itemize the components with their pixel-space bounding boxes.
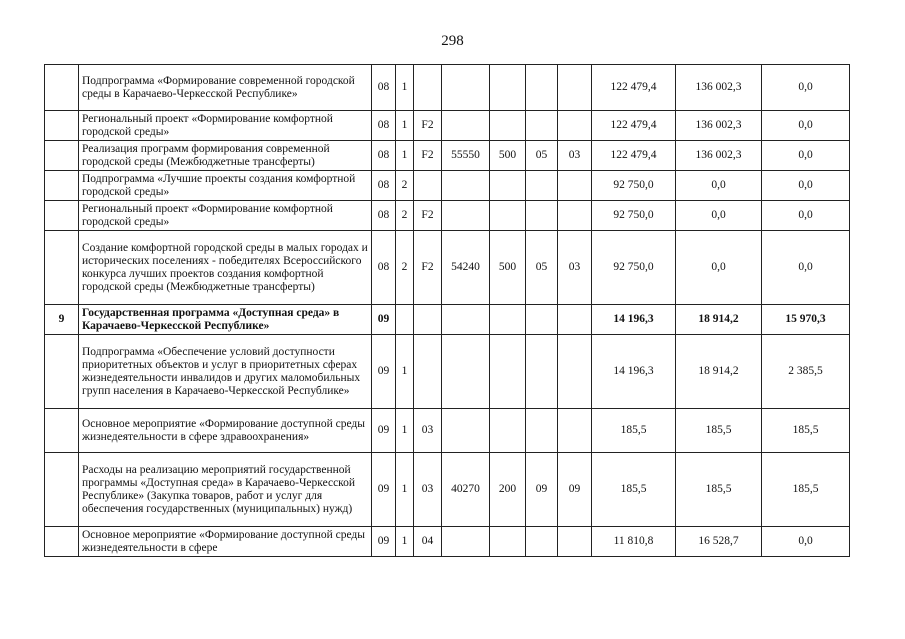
row-number [45,171,79,201]
table-row [45,335,850,409]
code-project: F2 [414,141,442,171]
amount-year-3: 0,0 [762,171,850,201]
code-division [526,335,558,409]
code-project [414,305,442,335]
amount-year-2: 136 002,3 [676,111,762,141]
code-section: 09 [372,453,396,527]
code-subprogram: 1 [396,335,414,409]
code-expense-type [490,201,526,231]
code-project: 04 [414,527,442,557]
amount-year-3: 0,0 [762,231,850,305]
amount-year-3: 0,0 [762,141,850,171]
code-direction [442,171,490,201]
code-section: 08 [372,65,396,111]
code-expense-type [490,65,526,111]
table-row [45,65,850,111]
row-name: Основное мероприятие «Формирование доступной среды жизнедеятельности в сфере [79,527,372,557]
amount-year-1: 185,5 [592,409,676,453]
row-number [45,527,79,557]
amount-year-2: 185,5 [676,409,762,453]
code-subdivision [558,335,592,409]
code-division: 09 [526,453,558,527]
code-subdivision [558,111,592,141]
code-expense-type [490,305,526,335]
code-section: 08 [372,171,396,201]
code-subprogram: 1 [396,111,414,141]
code-division [526,527,558,557]
amount-year-1: 185,5 [592,453,676,527]
code-division [526,201,558,231]
code-section: 09 [372,409,396,453]
amount-year-1: 14 196,3 [592,335,676,409]
code-expense-type: 500 [490,231,526,305]
row-number [45,201,79,231]
code-subdivision: 09 [558,453,592,527]
amount-year-1: 122 479,4 [592,111,676,141]
amount-year-3: 185,5 [762,409,850,453]
code-direction [442,65,490,111]
table-row [45,409,850,453]
amount-year-1: 92 750,0 [592,171,676,201]
code-subdivision [558,65,592,111]
code-subprogram: 1 [396,65,414,111]
code-direction [442,305,490,335]
amount-year-1: 14 196,3 [592,305,676,335]
code-subprogram: 2 [396,201,414,231]
code-expense-type: 200 [490,453,526,527]
code-expense-type [490,335,526,409]
row-name: Реализация программ формирования современной городской среды (Межбюджетные трансферты) [79,141,372,171]
code-subdivision [558,305,592,335]
page-number: 298 [441,33,464,49]
code-expense-type: 500 [490,141,526,171]
code-expense-type [490,409,526,453]
code-direction: 54240 [442,231,490,305]
row-name: Основное мероприятие «Формирование доступной среды жизнедеятельности в сфере здравоохранения» [79,409,372,453]
amount-year-2: 0,0 [676,231,762,305]
code-division [526,65,558,111]
code-section: 09 [372,335,396,409]
code-expense-type [490,527,526,557]
amount-year-3: 0,0 [762,111,850,141]
table-row [45,201,850,231]
code-project: 03 [414,453,442,527]
code-subprogram: 1 [396,453,414,527]
amount-year-1: 122 479,4 [592,65,676,111]
table-row [45,453,850,527]
table-row [45,527,850,557]
code-division: 05 [526,141,558,171]
code-subdivision: 03 [558,231,592,305]
amount-year-2: 136 002,3 [676,65,762,111]
code-division: 05 [526,231,558,305]
code-subprogram: 1 [396,409,414,453]
code-section: 09 [372,305,396,335]
amount-year-2: 0,0 [676,171,762,201]
code-subdivision: 03 [558,141,592,171]
amount-year-3: 0,0 [762,65,850,111]
row-name: Подпрограмма «Лучшие проекты создания комфортной городской среды» [79,171,372,201]
amount-year-1: 92 750,0 [592,201,676,231]
row-name: Подпрограмма «Обеспечение условий доступности приоритетных объектов и услуг в приоритетных сферах жизнедеятельности инвалидов и других маломобильных групп населения в Карачаево-Черкесской Республике» [79,335,372,409]
code-direction: 55550 [442,141,490,171]
amount-year-1: 92 750,0 [592,231,676,305]
row-name: Подпрограмма «Формирование современной городской среды в Карачаево-Черкесской Республике» [79,65,372,111]
code-project: F2 [414,111,442,141]
row-name: Региональный проект «Формирование комфортной городской среды» [79,201,372,231]
table-body [45,65,850,557]
code-subprogram: 1 [396,141,414,171]
amount-year-3: 2 385,5 [762,335,850,409]
code-subprogram: 2 [396,231,414,305]
amount-year-3: 185,5 [762,453,850,527]
table-row [45,305,850,335]
code-subdivision [558,409,592,453]
code-subdivision [558,201,592,231]
code-division [526,305,558,335]
table-row [45,231,850,305]
code-direction: 40270 [442,453,490,527]
row-number [45,453,79,527]
row-number [45,111,79,141]
row-number: 9 [45,305,79,335]
code-subprogram: 1 [396,527,414,557]
code-project [414,171,442,201]
amount-year-2: 18 914,2 [676,305,762,335]
amount-year-2: 136 002,3 [676,141,762,171]
row-number [45,65,79,111]
amount-year-3: 0,0 [762,527,850,557]
code-section: 08 [372,141,396,171]
amount-year-2: 0,0 [676,201,762,231]
row-name: Государственная программа «Доступная среда» в Карачаево-Черкесской Республике» [79,305,372,335]
code-direction [442,111,490,141]
code-subdivision [558,527,592,557]
code-subprogram: 2 [396,171,414,201]
amount-year-1: 122 479,4 [592,141,676,171]
amount-year-2: 18 914,2 [676,335,762,409]
row-name: Региональный проект «Формирование комфортной городской среды» [79,111,372,141]
code-subdivision [558,171,592,201]
code-subprogram [396,305,414,335]
code-direction [442,527,490,557]
code-project [414,65,442,111]
code-section: 09 [372,527,396,557]
table-row [45,141,850,171]
amount-year-1: 11 810,8 [592,527,676,557]
code-section: 08 [372,231,396,305]
row-number [45,409,79,453]
row-number [45,231,79,305]
row-name: Создание комфортной городской среды в малых городах и исторических поселениях - победителях Всероссийского конкурса лучших проектов создания комфортной городской среды (Межбюджетные трансферты) [79,231,372,305]
code-section: 08 [372,111,396,141]
code-direction [442,201,490,231]
amount-year-2: 185,5 [676,453,762,527]
budget-table [44,64,850,557]
code-section: 08 [372,201,396,231]
code-project: F2 [414,231,442,305]
table-row [45,111,850,141]
row-name: Расходы на реализацию мероприятий государственной программы «Доступная среда» в Карачаево-Черкесской Республике» (Закупка товаров, работ и услуг для обеспечения государственных (муниципальных) нужд) [79,453,372,527]
row-number [45,141,79,171]
amount-year-3: 15 970,3 [762,305,850,335]
code-expense-type [490,171,526,201]
code-expense-type [490,111,526,141]
amount-year-2: 16 528,7 [676,527,762,557]
row-number [45,335,79,409]
code-project: F2 [414,201,442,231]
code-project: 03 [414,409,442,453]
code-direction [442,335,490,409]
code-division [526,409,558,453]
amount-year-3: 0,0 [762,201,850,231]
code-division [526,111,558,141]
code-direction [442,409,490,453]
table-row [45,171,850,201]
code-project [414,335,442,409]
code-division [526,171,558,201]
